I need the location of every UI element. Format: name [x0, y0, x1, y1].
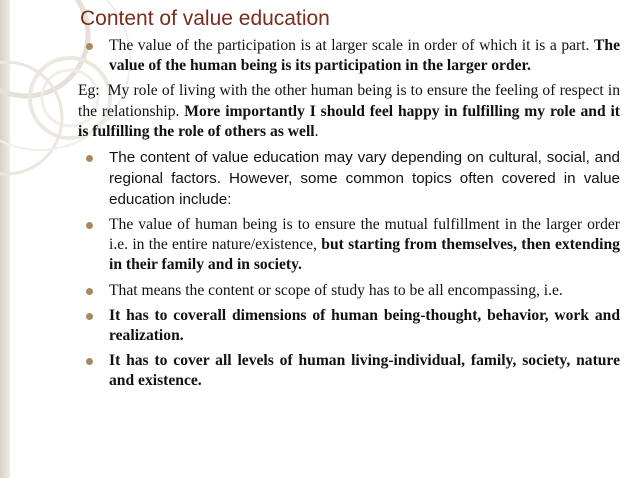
example-normal-text: My role of living with the other human being is to ensure the feeling of respect in the relationship. [78, 82, 620, 120]
item-4-text: That means the content or scope of study has to be all encompassing, i.e. [109, 281, 563, 299]
slide-content [78, 36, 620, 397]
bullet-item-5 [84, 306, 620, 346]
bullet-item-1 [84, 36, 620, 76]
item-2-text: The content of value education may vary depending on cultural, social, and regional factors. However, some common topics often covered in value education include: [109, 149, 620, 209]
slide-title: Content of value education [80, 7, 330, 30]
item-1-normal-text: The value of the participation is at larger scale in order of which it is a part. [109, 37, 594, 54]
item-1-bold-text: The value of the human being is its participation in the larger order. [109, 37, 620, 75]
left-decorative-band [0, 0, 10, 478]
item-6-bold-text: It has to cover all levels of human living-individual, family, society, nature and existence. [109, 352, 620, 390]
bullet-icon [86, 288, 93, 295]
bullet-icon [86, 155, 93, 162]
item-3-bold-text: but starting from themselves, then extending in their family and in society. [109, 236, 620, 274]
bullet-icon [86, 313, 93, 320]
example-end-text: . [314, 122, 319, 140]
bullet-item-6 [84, 351, 620, 391]
example-bold-text: More importantly I should feel happy in fulfilling my role and it is fulfilling the role of others as well [78, 102, 620, 140]
item-3-normal-text: The value of human being is to ensure the mutual fulfillment in the larger order i.e. in the entire nature/existence, [109, 216, 620, 254]
bullet-icon [86, 222, 93, 229]
example-label: Eg: [78, 82, 100, 100]
bullet-icon [86, 43, 93, 50]
item-5-bold-text: It has to coverall dimensions of human being-thought, behavior, work and realization. [109, 306, 620, 345]
example-paragraph [78, 81, 620, 142]
bullet-icon [86, 358, 93, 365]
bullet-item-4 [84, 281, 620, 301]
bullet-item-2 [84, 147, 620, 210]
bullet-item-3 [84, 215, 620, 276]
